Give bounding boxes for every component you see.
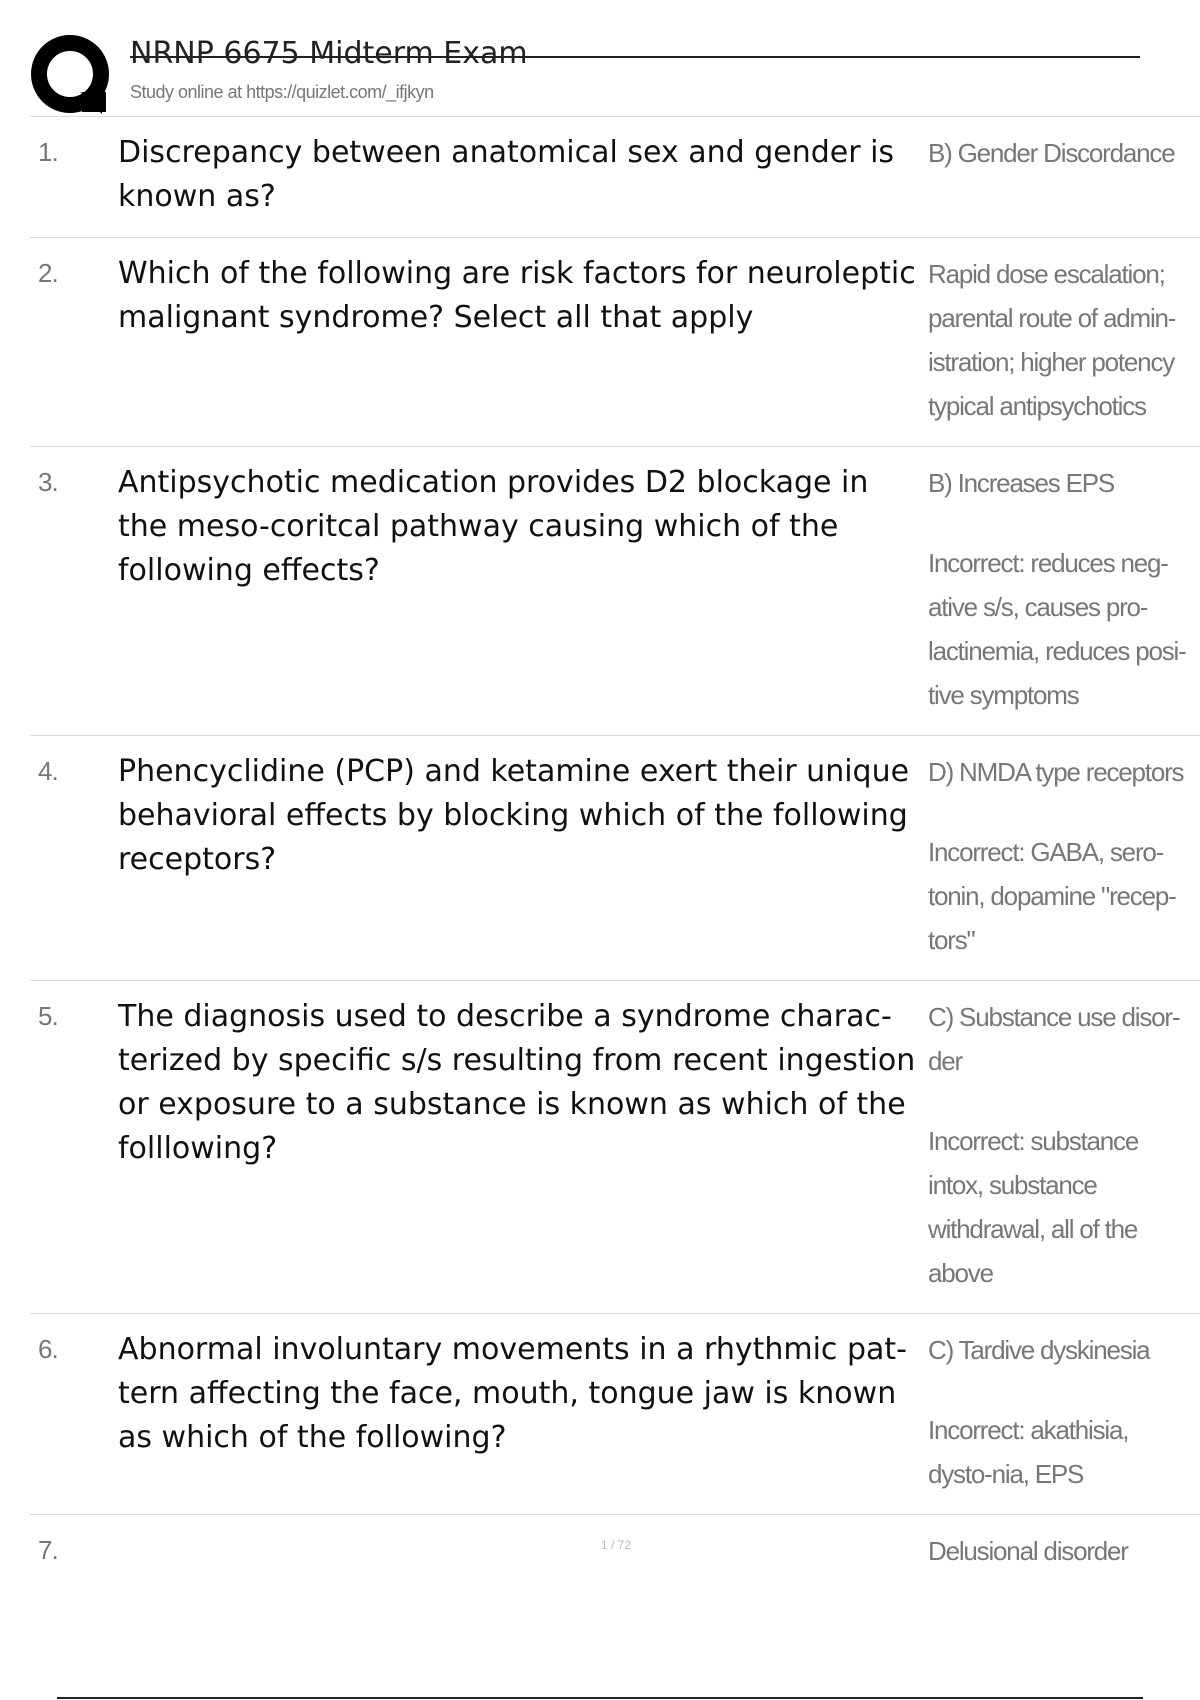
card-term: Which of the following are risk factors for neuroleptic malignant syndrome? Select all that apply	[118, 256, 916, 335]
card-number: 2.	[38, 258, 58, 288]
flashcard	[30, 116, 1200, 237]
card-note: Incorrect: reduces neg-ative s/s, causes pro-lactinemia, reduces posi-tive symptoms	[928, 548, 1186, 710]
card-number: 7.	[38, 1535, 58, 1565]
quizlet-logo	[30, 34, 116, 120]
card-answer: Delusional disorder	[928, 1536, 1128, 1566]
flashcard	[30, 980, 1200, 1313]
card-note: Incorrect: substance intox, substance withdrawal, all of the above	[928, 1126, 1139, 1288]
card-answer: C) Substance use disor-der	[928, 1002, 1180, 1076]
card-term: Discrepancy between anatomical sex and gender is known as?	[118, 135, 895, 214]
card-definition	[928, 461, 1200, 717]
card-number: 3.	[38, 467, 58, 497]
card-term: Antipsychotic medication provides D2 blockage in the meso-coritcal pathway causing which of the following effects?	[118, 465, 869, 588]
flashcard	[30, 1313, 1200, 1514]
card-answer: C) Tardive dyskinesia	[928, 1335, 1150, 1365]
card-term: Phencyclidine (PCP) and ketamine exert their unique behavioral effects by blocking which of the following receptors?	[118, 754, 910, 877]
card-note: Incorrect: GABA, sero-tonin, dopamine "recep-tors"	[928, 837, 1176, 955]
card-term: The diagnosis used to describe a syndrome charac-terized by specific s/s resulting from recent ingestion or exposure to a substance is known as which of the folllowing?	[118, 999, 916, 1166]
card-term: Abnormal involuntary movements in a rhythmic pat-tern affecting the face, mouth, tongue jaw is known as which of the following?	[118, 1332, 907, 1455]
title-strike-rule	[130, 56, 1140, 58]
footer-rule	[57, 1697, 1143, 1699]
card-definition	[928, 131, 1200, 175]
card-answer: D) NMDA type receptors	[928, 757, 1184, 787]
card-number: 5.	[38, 1001, 58, 1031]
flashcard	[30, 735, 1200, 980]
card-definition	[928, 1328, 1200, 1496]
page-number: 1 / 72	[600, 1538, 632, 1552]
card-number: 6.	[38, 1334, 58, 1364]
card-answer: B) Increases EPS	[928, 468, 1114, 498]
study-link-text: Study online at https://quizlet.com/_ifjkyn	[130, 82, 434, 102]
card-answer: Rapid dose escalation; parental route of admin-istration; higher potency typical antipsychotics	[928, 259, 1176, 421]
card-definition	[928, 252, 1200, 428]
card-number: 4.	[38, 756, 58, 786]
flashcard-list	[30, 116, 1200, 1591]
card-answer: B) Gender Discordance	[928, 138, 1175, 168]
card-definition	[928, 995, 1200, 1295]
page-header	[30, 30, 1140, 110]
card-definition	[928, 750, 1200, 962]
document-title: NRNP 6675 Midterm Exam	[130, 36, 528, 71]
flashcard	[30, 446, 1200, 735]
card-note: Incorrect: akathisia, dysto-nia, EPS	[928, 1415, 1129, 1489]
card-number: 1.	[38, 137, 58, 167]
flashcard	[30, 1514, 1200, 1591]
flashcard	[30, 237, 1200, 446]
